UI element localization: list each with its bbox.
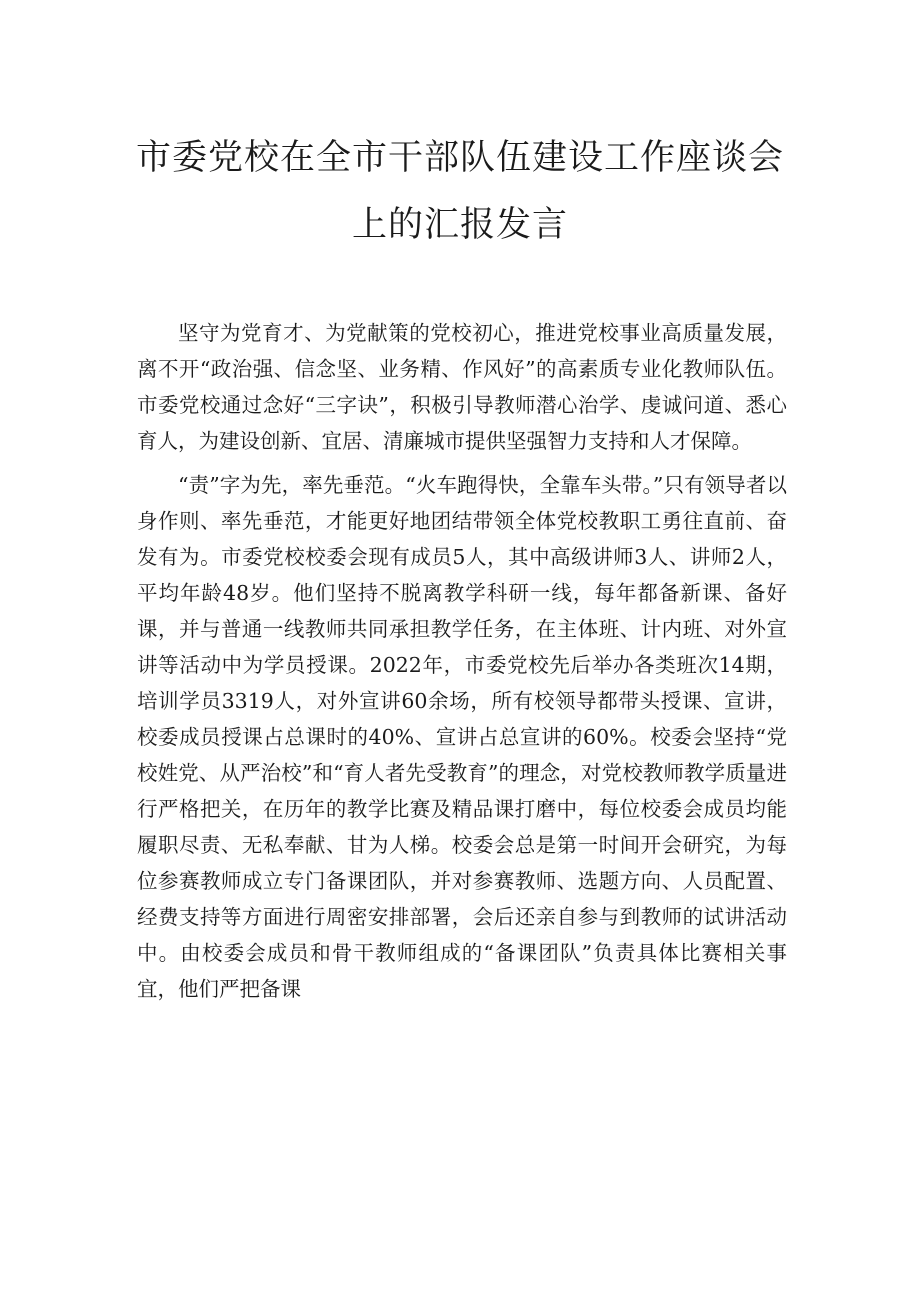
body-paragraph: 坚守为党育才、为党献策的党校初心，推进党校事业高质量发展，离不开“政治强、信念坚、业务精、作风好”的高素质专业化教师队伍。市委党校通过念好“三字诀”，积极引导教师潜心治学、虔诚问道、悉心育人，为建设创新、宜居、清廉城市提供坚强智力支持和人才保障。 <box>137 321 787 453</box>
document-title-line-2: 上的汇报发言 <box>351 205 568 245</box>
document-title-line-1: 市委党校在全市干部队伍建设工作座谈会 <box>135 138 784 178</box>
document-body <box>137 315 787 1015</box>
body-paragraph: “责”字为先，率先垂范。“火车跑得快，全靠车头带。”只有领导者以身作则、率先垂范，才能更好地团结带领全体党校教职工勇往直前、奋发有为。市委党校校委会现有成员5人，其中高级讲师3人、讲师2人，平均年龄48岁。他们坚持不脱离教学科研一线，每年都备新课、备好课，并与普通一线教师共同承担教学任务，在主体班、计内班、对外宣讲等活动中为学员授课。2022年，市委党校先后举办各类班次14期，培训学员3319人，对外宣讲60余场，所有校领导都带头授课、宣讲，校委成员授课占总课时的40%、宣讲占总宣讲的60%。校委会坚持“党校姓党、从严治校”和“育人者先受教育”的理念，对党校教师教学质量进行严格把关，在历年的教学比赛及精品课打磨中，每位校委会成员均能履职尽责、无私奉献、甘为人梯。校委会总是第一时间开会研究，为每位参赛教师成立专门备课团队，并对参赛教师、选题方向、人员配置、经费支持等方面进行周密安排部署，会后还亲自参与到教师的试讲活动中。由校委会成员和骨干教师组成的“备课团队”负责具体比赛相关事宜，他们严把备课 <box>137 473 787 1001</box>
